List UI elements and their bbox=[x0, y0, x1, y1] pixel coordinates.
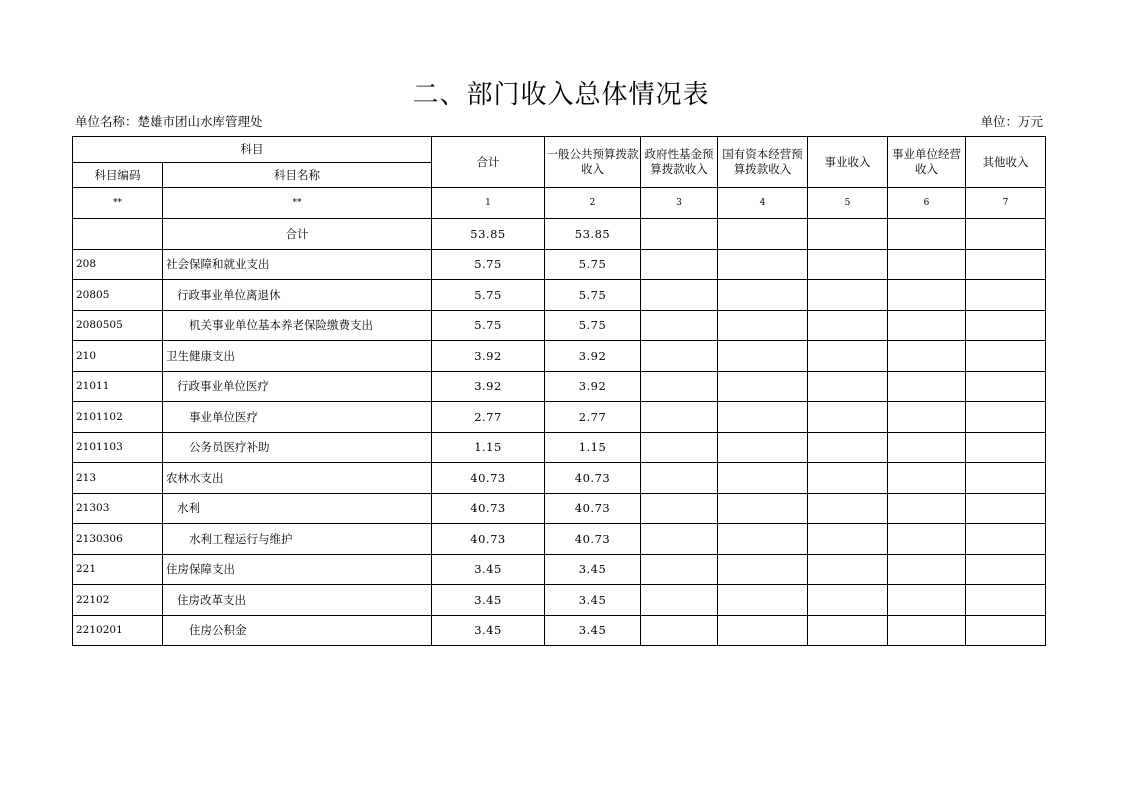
empty-cell bbox=[808, 310, 888, 341]
subject-code: 22102 bbox=[73, 585, 163, 616]
table-row bbox=[73, 463, 1046, 494]
empty-cell bbox=[808, 432, 888, 463]
empty-cell bbox=[966, 219, 1046, 250]
subject-name: 水利 bbox=[163, 493, 432, 524]
empty-cell bbox=[966, 493, 1046, 524]
row-general-budget: 2.77 bbox=[545, 402, 641, 433]
row-general-budget: 40.73 bbox=[545, 493, 641, 524]
subject-name: 行政事业单位医疗 bbox=[163, 371, 432, 402]
empty-cell bbox=[718, 493, 808, 524]
subject-code: 221 bbox=[73, 554, 163, 585]
header-name: 科目名称 bbox=[163, 163, 432, 188]
empty-cell bbox=[966, 310, 1046, 341]
subject-name: 住房公积金 bbox=[163, 615, 432, 646]
index-cell: 5 bbox=[808, 188, 888, 219]
table-row bbox=[73, 554, 1046, 585]
empty-cell bbox=[808, 249, 888, 280]
empty-cell bbox=[641, 341, 718, 372]
row-total: 40.73 bbox=[432, 524, 545, 555]
table-row bbox=[73, 615, 1046, 646]
empty-cell bbox=[808, 615, 888, 646]
empty-cell bbox=[888, 432, 966, 463]
empty-cell bbox=[718, 280, 808, 311]
row-general-budget: 5.75 bbox=[545, 249, 641, 280]
empty-cell bbox=[966, 463, 1046, 494]
empty-cell bbox=[641, 249, 718, 280]
empty-cell bbox=[641, 432, 718, 463]
empty-cell bbox=[888, 554, 966, 585]
empty-cell bbox=[888, 249, 966, 280]
empty-cell bbox=[808, 402, 888, 433]
empty-cell bbox=[641, 371, 718, 402]
row-general-budget: 3.92 bbox=[545, 341, 641, 372]
subject-code: 20805 bbox=[73, 280, 163, 311]
index-cell: ** bbox=[163, 188, 432, 219]
empty-cell bbox=[641, 402, 718, 433]
empty-cell bbox=[641, 310, 718, 341]
empty-cell bbox=[888, 219, 966, 250]
index-cell: 7 bbox=[966, 188, 1046, 219]
empty-cell bbox=[641, 280, 718, 311]
row-general-budget: 5.75 bbox=[545, 280, 641, 311]
subject-name: 住房保障支出 bbox=[163, 554, 432, 585]
empty-cell bbox=[718, 615, 808, 646]
subject-name: 农林水支出 bbox=[163, 463, 432, 494]
row-total: 40.73 bbox=[432, 493, 545, 524]
table-row bbox=[73, 585, 1046, 616]
header-total: 合计 bbox=[432, 137, 545, 188]
empty-cell bbox=[808, 219, 888, 250]
header-gov-fund: 政府性基金预算拨款收入 bbox=[641, 137, 718, 188]
row-general-budget: 40.73 bbox=[545, 524, 641, 555]
subject-code: 213 bbox=[73, 463, 163, 494]
subject-code: 2210201 bbox=[73, 615, 163, 646]
empty-cell bbox=[641, 219, 718, 250]
total-value: 53.85 bbox=[432, 219, 545, 250]
empty-cell bbox=[966, 371, 1046, 402]
header-operation: 事业单位经营收入 bbox=[888, 137, 966, 188]
row-total: 3.45 bbox=[432, 554, 545, 585]
subject-code: 210 bbox=[73, 341, 163, 372]
empty-cell bbox=[718, 554, 808, 585]
empty-cell bbox=[718, 341, 808, 372]
empty-cell bbox=[808, 341, 888, 372]
row-total: 3.92 bbox=[432, 341, 545, 372]
empty-cell bbox=[888, 524, 966, 555]
row-total: 2.77 bbox=[432, 402, 545, 433]
empty-cell bbox=[641, 463, 718, 494]
total-label: 合计 bbox=[163, 219, 432, 250]
subject-code: 2101103 bbox=[73, 432, 163, 463]
table-row bbox=[73, 341, 1046, 372]
table-row bbox=[73, 493, 1046, 524]
empty-cell bbox=[808, 280, 888, 311]
subject-code: 21011 bbox=[73, 371, 163, 402]
empty-cell bbox=[966, 615, 1046, 646]
row-total: 5.75 bbox=[432, 280, 545, 311]
subject-name: 公务员医疗补助 bbox=[163, 432, 432, 463]
empty-cell bbox=[718, 463, 808, 494]
index-cell: 2 bbox=[545, 188, 641, 219]
row-total: 40.73 bbox=[432, 463, 545, 494]
table-row bbox=[73, 310, 1046, 341]
subject-code: 21303 bbox=[73, 493, 163, 524]
row-total: 3.92 bbox=[432, 371, 545, 402]
subject-code: 2130306 bbox=[73, 524, 163, 555]
empty-cell bbox=[808, 585, 888, 616]
empty-cell bbox=[966, 402, 1046, 433]
empty-cell bbox=[641, 493, 718, 524]
empty-cell bbox=[888, 310, 966, 341]
income-table bbox=[72, 136, 1046, 646]
page-title: 二、部门收入总体情况表 bbox=[412, 80, 710, 110]
total-general-budget: 53.85 bbox=[545, 219, 641, 250]
index-cell: ** bbox=[73, 188, 163, 219]
header-other: 其他收入 bbox=[966, 137, 1046, 188]
empty-cell bbox=[888, 341, 966, 372]
table-row bbox=[73, 524, 1046, 555]
index-cell: 3 bbox=[641, 188, 718, 219]
subject-code: 2101102 bbox=[73, 402, 163, 433]
empty-cell bbox=[641, 615, 718, 646]
table-body bbox=[73, 219, 1046, 646]
empty-cell bbox=[808, 524, 888, 555]
table-row bbox=[73, 402, 1046, 433]
empty-cell bbox=[808, 371, 888, 402]
unit-name-label: 单位名称：楚雄市团山水库管理处 bbox=[75, 114, 263, 129]
index-cell: 1 bbox=[432, 188, 545, 219]
row-general-budget: 1.15 bbox=[545, 432, 641, 463]
empty-cell bbox=[888, 493, 966, 524]
row-total: 5.75 bbox=[432, 310, 545, 341]
empty-cell bbox=[966, 341, 1046, 372]
row-general-budget: 3.45 bbox=[545, 585, 641, 616]
row-general-budget: 5.75 bbox=[545, 310, 641, 341]
empty-cell bbox=[641, 524, 718, 555]
row-general-budget: 3.45 bbox=[545, 615, 641, 646]
empty-cell bbox=[966, 524, 1046, 555]
empty-cell bbox=[641, 554, 718, 585]
subject-name: 卫生健康支出 bbox=[163, 341, 432, 372]
table-header bbox=[73, 137, 1046, 219]
empty-cell bbox=[718, 432, 808, 463]
header-business: 事业收入 bbox=[808, 137, 888, 188]
row-total: 1.15 bbox=[432, 432, 545, 463]
empty-cell bbox=[718, 402, 808, 433]
empty-cell bbox=[888, 615, 966, 646]
table-row bbox=[73, 249, 1046, 280]
header-subject: 科目 bbox=[73, 137, 432, 163]
index-cell: 6 bbox=[888, 188, 966, 219]
empty-cell bbox=[966, 554, 1046, 585]
row-general-budget: 3.92 bbox=[545, 371, 641, 402]
header-general-budget: 一般公共预算拨款收入 bbox=[545, 137, 641, 188]
empty-cell bbox=[718, 310, 808, 341]
empty-cell bbox=[966, 280, 1046, 311]
empty-cell bbox=[888, 585, 966, 616]
subject-name: 社会保障和就业支出 bbox=[163, 249, 432, 280]
header-state-capital: 国有资本经营预算拨款收入 bbox=[718, 137, 808, 188]
empty-cell bbox=[718, 219, 808, 250]
empty-cell bbox=[808, 554, 888, 585]
header-code: 科目编码 bbox=[73, 163, 163, 188]
empty-cell bbox=[966, 432, 1046, 463]
empty-cell bbox=[808, 463, 888, 494]
subject-code: 208 bbox=[73, 249, 163, 280]
empty-cell bbox=[718, 585, 808, 616]
subject-name: 行政事业单位离退休 bbox=[163, 280, 432, 311]
table-row bbox=[73, 432, 1046, 463]
empty-cell bbox=[641, 585, 718, 616]
row-total: 3.45 bbox=[432, 585, 545, 616]
subject-name: 事业单位医疗 bbox=[163, 402, 432, 433]
empty-cell bbox=[718, 371, 808, 402]
table-row bbox=[73, 371, 1046, 402]
empty-cell bbox=[808, 493, 888, 524]
empty-cell bbox=[888, 463, 966, 494]
empty-cell bbox=[888, 280, 966, 311]
total-row bbox=[73, 219, 1046, 250]
index-cell: 4 bbox=[718, 188, 808, 219]
empty-cell bbox=[888, 402, 966, 433]
table-row bbox=[73, 280, 1046, 311]
row-general-budget: 3.45 bbox=[545, 554, 641, 585]
index-row bbox=[73, 188, 1046, 219]
subject-code: 2080505 bbox=[73, 310, 163, 341]
subject-name: 水利工程运行与维护 bbox=[163, 524, 432, 555]
empty-cell bbox=[966, 585, 1046, 616]
currency-unit-label: 单位：万元 bbox=[980, 114, 1043, 129]
empty-cell bbox=[718, 524, 808, 555]
subject-name: 住房改革支出 bbox=[163, 585, 432, 616]
row-total: 5.75 bbox=[432, 249, 545, 280]
subject-name: 机关事业单位基本养老保险缴费支出 bbox=[163, 310, 432, 341]
total-code-cell bbox=[73, 219, 163, 250]
empty-cell bbox=[966, 249, 1046, 280]
row-total: 3.45 bbox=[432, 615, 545, 646]
empty-cell bbox=[888, 371, 966, 402]
empty-cell bbox=[718, 249, 808, 280]
row-general-budget: 40.73 bbox=[545, 463, 641, 494]
